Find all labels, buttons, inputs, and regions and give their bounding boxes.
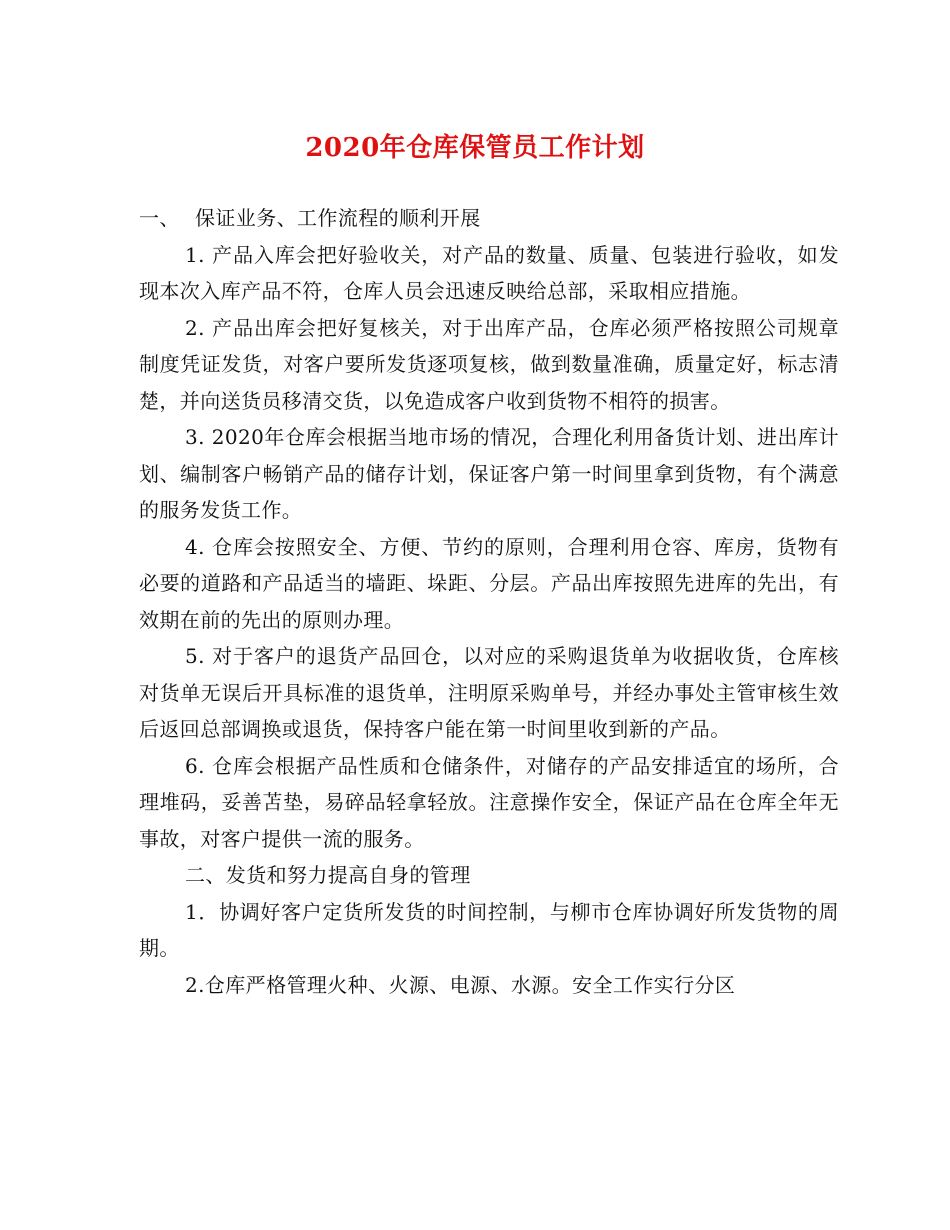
section-heading-1 [139, 200, 839, 237]
paragraph: 6. 仓库会根据产品性质和仓储条件，对储存的产品安排适宜的场所，合理堆码，妥善苫垫，易碎品轻拿轻放。注意操作安全，保证产品在仓库全年无事故，对客户提供一流的服务。 [139, 753, 839, 851]
section-heading-2: 二、发货和努力提高自身的管理 [185, 863, 471, 887]
paragraph: 5. 对于客户的退货产品回仓，以对应的采购退货单为收据收货，仓库核对货单无误后开具标准的退货单，注明原采购单号，并经办事处主管审核生效后返回总部调换或退货，保持客户能在第一时间里收到新的产品。 [139, 644, 839, 741]
section-number: 一、 [139, 206, 180, 230]
paragraph: 4. 仓库会按照安全、方便、节约的原则，合理利用仓容、库房，货物有必要的道路和产品适当的墙距、垛距、分层。产品出库按照先进库的先出，有效期在前的先出的原则办理。 [139, 534, 839, 632]
paragraph: 1．协调好客户定货所发货的时间控制，与柳市仓库协调好所发货物的周期。 [139, 899, 839, 960]
paragraph: 1. 产品入库会把好验收关，对产品的数量、质量、包装进行验收，如发现本次入库产品不符，仓库人员会迅速反映给总部，采取相应措施。 [139, 242, 839, 303]
paragraph: 2.仓库严格管理火种、火源、电源、水源。安全工作实行分区 [185, 972, 736, 997]
paragraph: 3. 2020年仓库会根据当地市场的情况，合理化利用备货计划、进出库计划、编制客户畅销产品的储存计划，保证客户第一时间里拿到货物，有个满意的服务发货工作。 [139, 425, 839, 522]
document-title: 2020年仓库保管员工作计划 [305, 133, 645, 163]
section-heading-text: 保证业务、工作流程的顺利开展 [195, 206, 481, 230]
paragraph: 2. 产品出库会把好复核关，对于出库产品，仓库必须严格按照公司规章制度凭证发货，对客户要所发货逐项复核，做到数量准确，质量定好，标志清楚，并向送货员移清交货，以免造成客户收到货物不相符的损害。 [139, 315, 839, 413]
document-body [139, 200, 839, 1003]
